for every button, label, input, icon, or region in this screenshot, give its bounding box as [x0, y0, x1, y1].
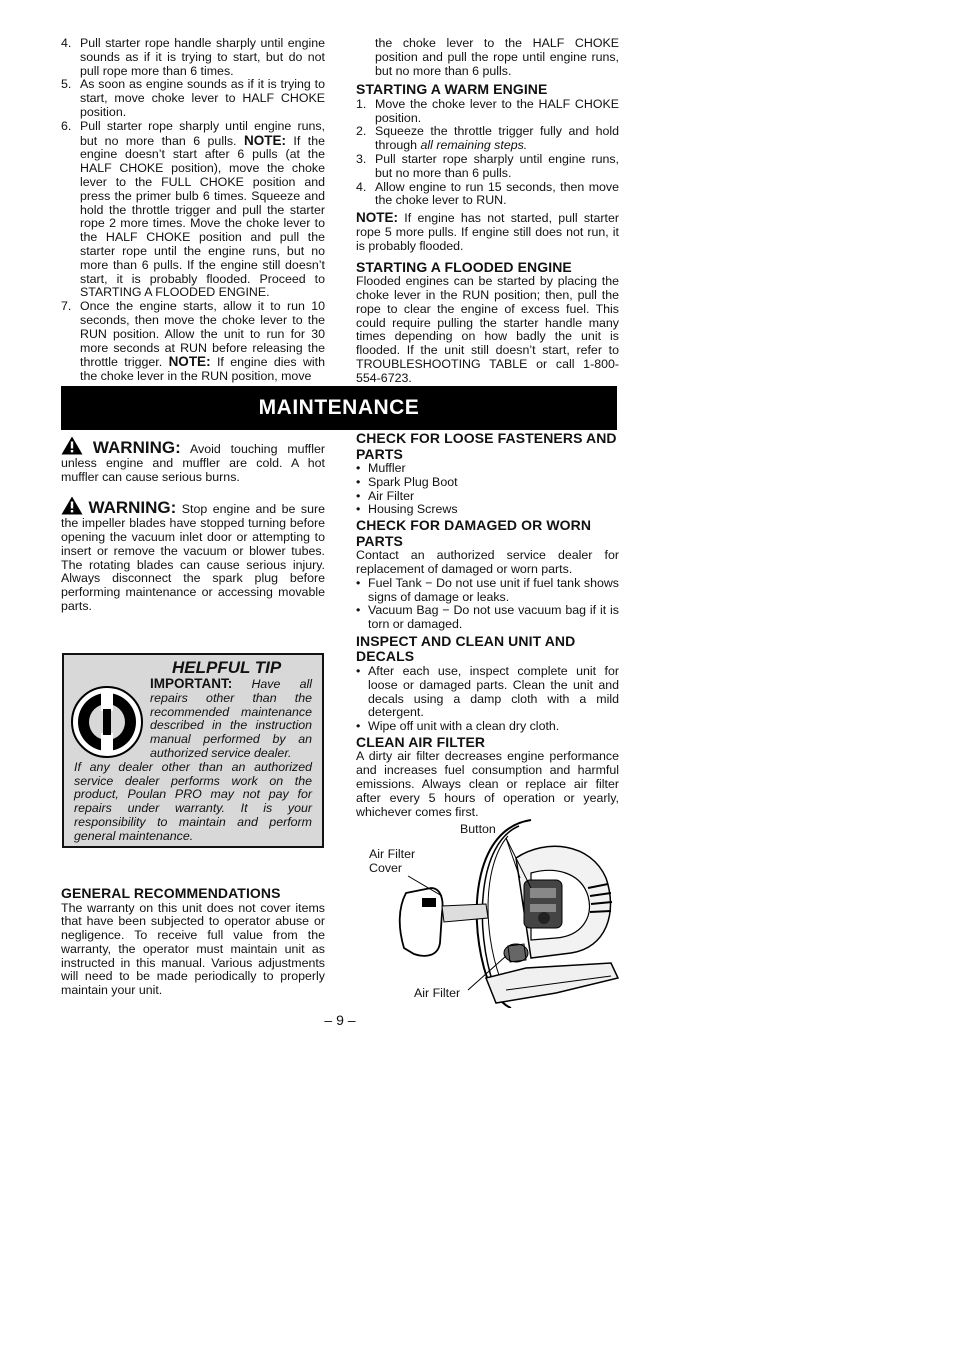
warning-triangle-icon	[61, 436, 83, 455]
air-filter-label: Air Filter	[414, 986, 461, 1000]
step-4: 4. Pull starter rope handle sharply until engine sounds as if it is trying to start, but do not pull rope more than 6 times.	[61, 36, 325, 78]
warning-triangle-icon	[61, 496, 83, 515]
list-item: • Air Filter	[356, 488, 415, 503]
inspect-clean-heading: INSPECT AND CLEAN UNIT AND DECALS	[356, 632, 576, 665]
list-item: • After each use, inspect complete unit for loose or damaged parts. Clean the unit and decals using a damp cloth with a mild detergent.	[356, 663, 619, 720]
damaged-items-list	[356, 577, 619, 632]
warm-step-1: 1. Move the choke lever to the HALF CHOKE position.	[356, 96, 619, 125]
warm-steps-list	[356, 98, 619, 208]
list-item: • Spark Plug Boot	[356, 474, 458, 489]
damaged-parts-heading: CHECK FOR DAMAGED OR WORN PARTS	[356, 517, 592, 549]
warm-note: NOTE: If engine has not started, pull starter rope 5 more pulls. If engine still does not run, it is probably flooded.	[356, 210, 619, 253]
tip-dealer-text: If any dealer other than an authorized service dealer performs work on the product, Poulan PRO may not pay for repairs under warranty. It is your responsibility to maintain and perform general maintenance.	[74, 759, 312, 843]
list-item: • Housing Screws	[356, 502, 458, 517]
flooded-engine-text: Flooded engines can be started by placing the choke lever in the RUN position; then, pull the rope to clear the engine of excess fuel. This could require pulling the starter handle many times depending on how badly the unit is flooded. If the unit still doesn’t start, refer to TROUBLESHOOTING TABLE or call 1-800-554-6723.	[356, 274, 619, 385]
general-heading: GENERAL RECOMMENDATIONS	[61, 885, 281, 901]
maintenance-checks-column	[356, 431, 619, 819]
damaged-parts-text: Contact an authorized service dealer for replacement of damaged or worn parts.	[356, 548, 619, 576]
helpful-tip-title: HELPFUL TIP	[172, 658, 282, 677]
loose-items-list	[356, 462, 619, 517]
list-item: • Fuel Tank − Do not use unit if fuel tank shows signs of damage or leaks.	[356, 575, 619, 604]
warning-impeller: WARNING: Stop engine and be sure the impeller blades have stopped turning before opening the vacuum inlet door or attempting to insert or remove the vacuum or blower tubes. The rotating blades can cause serious injury. Always disconnect the spark plug before performing maintenance or accessing movable parts.	[61, 498, 325, 613]
clean-air-filter-text: A dirty air filter decreases engine performance and increases fuel consumption and harmful emissions. Always clean or replace air filter after every 5 hours of operation or yearly, whichever comes first.	[356, 749, 619, 819]
page-number: – 9 –	[324, 1012, 356, 1028]
step-6: 6. Pull starter rope sharply until engine runs, but no more than 6 pulls. NOTE: If the engine doesn’t start after 6 pulls (at the HALF CHOKE position), move the choke lever to the FULL CHOKE position and press the primer bulb 6 times. Squeeze and hold the throttle trigger and pull the starter rope 2 more times. Move the choke lever to the HALF CHOKE position and pull the starter rope until the engine runs, but no more than 6 pulls. If the engine still doesn’t start, it is probably flooded. Proceed to STARTING A FLOODED ENGINE.	[61, 118, 325, 300]
warm-step-4: 4. Allow engine to run 15 seconds, then move the choke lever to RUN.	[356, 179, 619, 208]
flooded-engine-heading: STARTING A FLOODED ENGINE	[356, 258, 572, 275]
right-top-column	[356, 37, 619, 386]
step-7: 7. Once the engine starts, allow it to run 10 seconds, then move the choke lever to the RUN position. Allow the unit to run for 30 more seconds at RUN before releasing the throttle trigger. NOTE: If engine dies with the choke lever in the RUN position, move	[61, 299, 326, 384]
warm-step-2: 2. Squeeze the throttle trigger fully and hold through all remaining steps.	[356, 124, 619, 153]
list-item: • Wipe off unit with a clean dry cloth.	[356, 719, 560, 734]
warm-engine-heading: STARTING A WARM ENGINE	[356, 81, 548, 98]
step-5: 5. As soon as engine sounds as if it is trying to start, move choke lever to HALF CHOKE position.	[61, 77, 325, 119]
general-recommendations	[61, 882, 325, 998]
general-text: The warranty on this unit does not cover items that have been subjected to operator abuse or negligence. To receive full value from the warranty, the operator must maintain unit as instructed in this manual. Various adjustments will need to be made periodically to properly maintain your unit.	[61, 900, 325, 998]
air-filter-illustration	[356, 818, 619, 1008]
warnings-column	[61, 436, 325, 626]
warning-muffler: WARNING: Avoid touching muffler unless engine and muffler are cold. A hot muffler can cause serious burns.	[61, 438, 325, 484]
tip-important-text: IMPORTANT: Have all repairs other than the recommended maintenance described in the instruction manual performed by an authorized service dealer.	[150, 676, 312, 760]
list-item: • Vacuum Bag − Do not use vacuum bag if it is torn or damaged.	[356, 603, 619, 632]
helpful-tip-box	[62, 653, 324, 848]
wrench-icon	[70, 685, 144, 759]
list-item: • Muffler	[356, 461, 406, 475]
inspect-items-list	[356, 665, 619, 734]
maintenance-banner: MAINTENANCE	[61, 386, 617, 430]
air-filter-cover-label: Air Filter Cover	[369, 847, 416, 875]
clean-air-filter-heading: CLEAN AIR FILTER	[356, 733, 486, 750]
loose-fasteners-heading: CHECK FOR LOOSE FASTENERS AND PARTS	[356, 430, 617, 462]
left-top-column	[61, 37, 325, 384]
continued-text: the choke lever to the HALF CHOKE position and pull the rope until engine runs, but no more than 6 pulls.	[375, 36, 619, 78]
starting-steps-list	[61, 37, 325, 384]
warm-step-3: 3. Pull starter rope sharply until engine runs, but no more than 6 pulls.	[356, 152, 619, 180]
button-label: Button	[460, 822, 496, 836]
